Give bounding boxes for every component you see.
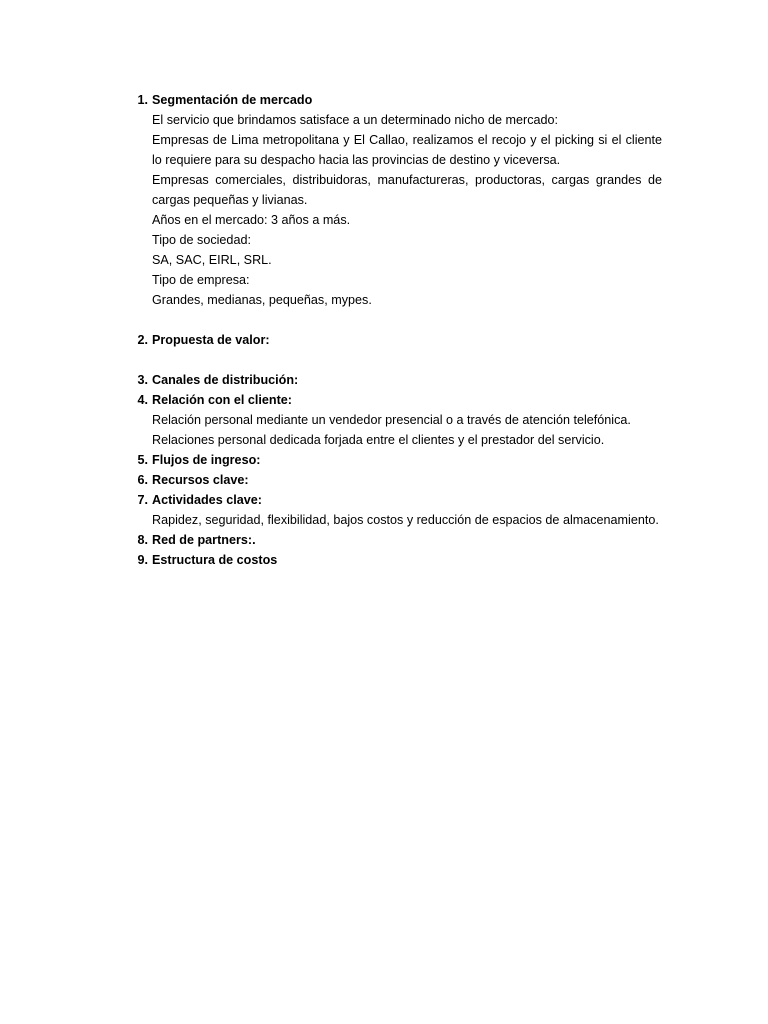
- body-text: Empresas comerciales, distribuidoras, manufactureras, productoras, cargas grandes de cargas pequeñas y livianas.: [152, 173, 662, 207]
- body-text: Tipo de sociedad:: [152, 233, 251, 247]
- section-heading: Relación con el cliente:: [152, 393, 292, 407]
- list-item-canales: [124, 370, 662, 390]
- list-number: 9.: [137, 553, 148, 567]
- section-heading: Canales de distribución:: [152, 373, 299, 387]
- paragraph-spacer: [124, 310, 662, 330]
- list-item-segmentacion: [124, 90, 662, 310]
- list-item-flujos: [124, 450, 662, 470]
- section-heading: Flujos de ingreso:: [152, 453, 261, 467]
- section-heading: Red de partners:.: [152, 533, 256, 547]
- body-text: Años en el mercado: 3 años a más.: [152, 213, 351, 227]
- list-item-relacion: [124, 390, 662, 450]
- list-number: 6.: [137, 473, 148, 487]
- body-text: Relación personal mediante un vendedor presencial o a través de atención telefónica.: [152, 413, 631, 427]
- body-text: Tipo de empresa:: [152, 273, 250, 287]
- numbered-list: [124, 90, 662, 570]
- list-number: 8.: [137, 533, 148, 547]
- list-item-propuesta: [124, 330, 662, 350]
- paragraph-spacer: [124, 350, 662, 370]
- body-text: SA, SAC, EIRL, SRL.: [152, 253, 272, 267]
- list-number: 5.: [137, 453, 148, 467]
- list-number: 3.: [137, 373, 148, 387]
- section-heading: Actividades clave:: [152, 493, 262, 507]
- body-text: Grandes, medianas, pequeñas, mypes.: [152, 293, 372, 307]
- list-item-recursos: [124, 470, 662, 490]
- list-number: 1.: [137, 93, 148, 107]
- section-heading: Estructura de costos: [152, 553, 278, 567]
- list-item-actividades: [124, 490, 662, 530]
- section-heading: Propuesta de valor:: [152, 333, 270, 347]
- list-item-partners: [124, 530, 662, 550]
- list-number: 2.: [137, 333, 148, 347]
- list-number: 4.: [137, 393, 148, 407]
- list-item-costos: [124, 550, 662, 570]
- body-text: Rapidez, seguridad, flexibilidad, bajos costos y reducción de espacios de almacenamiento.: [152, 513, 659, 527]
- body-text: El servicio que brindamos satisface a un determinado nicho de mercado:: [152, 113, 559, 127]
- section-heading: Segmentación de mercado: [152, 93, 313, 107]
- list-number: 7.: [137, 493, 148, 507]
- section-heading: Recursos clave:: [152, 473, 249, 487]
- body-text: Relaciones personal dedicada forjada entre el clientes y el prestador del servicio.: [152, 433, 605, 447]
- body-text: Empresas de Lima metropolitana y El Callao, realizamos el recojo y el picking si el cliente lo requiere para su despacho hacia las provincias de destino y viceversa.: [152, 133, 662, 167]
